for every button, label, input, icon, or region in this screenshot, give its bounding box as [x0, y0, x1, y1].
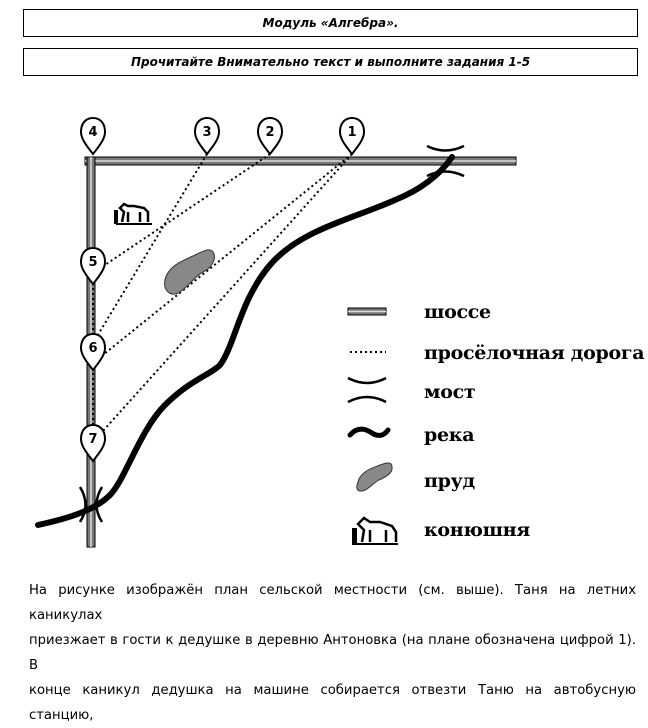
task-paragraph — [29, 578, 636, 728]
marker-1-label: 1 — [347, 125, 357, 140]
legend-highway-label: шоссе — [424, 301, 491, 323]
module-title: Модуль «Алгебра». — [262, 16, 399, 30]
marker-2-label: 2 — [265, 125, 275, 140]
instruction-box — [23, 48, 638, 76]
marker-4 — [81, 118, 105, 154]
dirt-roads — [93, 154, 352, 442]
paragraph-line-1: На рисунке изображён план сельской местности (см. выше). Таня на летних каникулах — [29, 583, 636, 623]
legend-stable-label: конюшня — [424, 519, 531, 541]
marker-1 — [340, 118, 364, 154]
marker-7-label: 7 — [88, 432, 98, 447]
marker-2 — [258, 118, 282, 154]
marker-7 — [81, 425, 105, 461]
marker-6 — [81, 334, 105, 370]
marker-5-label: 5 — [88, 255, 98, 270]
module-title-box — [23, 9, 638, 37]
river-icon — [350, 429, 388, 435]
paragraph-line-3: конце каникул дедушка на машине собирается отвезти Таню на автобусную станцию, — [29, 683, 636, 723]
legend — [348, 301, 644, 544]
village-map — [0, 80, 648, 560]
highway-icon — [348, 308, 386, 315]
marker-6-label: 6 — [88, 341, 98, 356]
marker-5 — [81, 248, 105, 284]
stable-legend-icon — [352, 518, 398, 544]
legend-river-label: река — [424, 424, 475, 446]
marker-3 — [195, 118, 219, 154]
paragraph-line-2: приезжает в гости к дедушке в деревню Антоновка (на плане обозначена цифрой 1). В — [29, 633, 636, 673]
instruction-text: Прочитайте Внимательно текст и выполните задания 1-5 — [130, 55, 531, 69]
legend-dirt-road-label: просёлочная дорога — [424, 342, 645, 364]
pond-icon — [357, 463, 392, 491]
marker-3-label: 3 — [202, 125, 212, 140]
marker-4-label: 4 — [88, 125, 98, 140]
bridge-icon — [348, 378, 386, 402]
legend-pond-label: пруд — [424, 470, 475, 492]
stable-icon — [114, 204, 152, 224]
legend-bridge-label: мост — [424, 381, 476, 403]
